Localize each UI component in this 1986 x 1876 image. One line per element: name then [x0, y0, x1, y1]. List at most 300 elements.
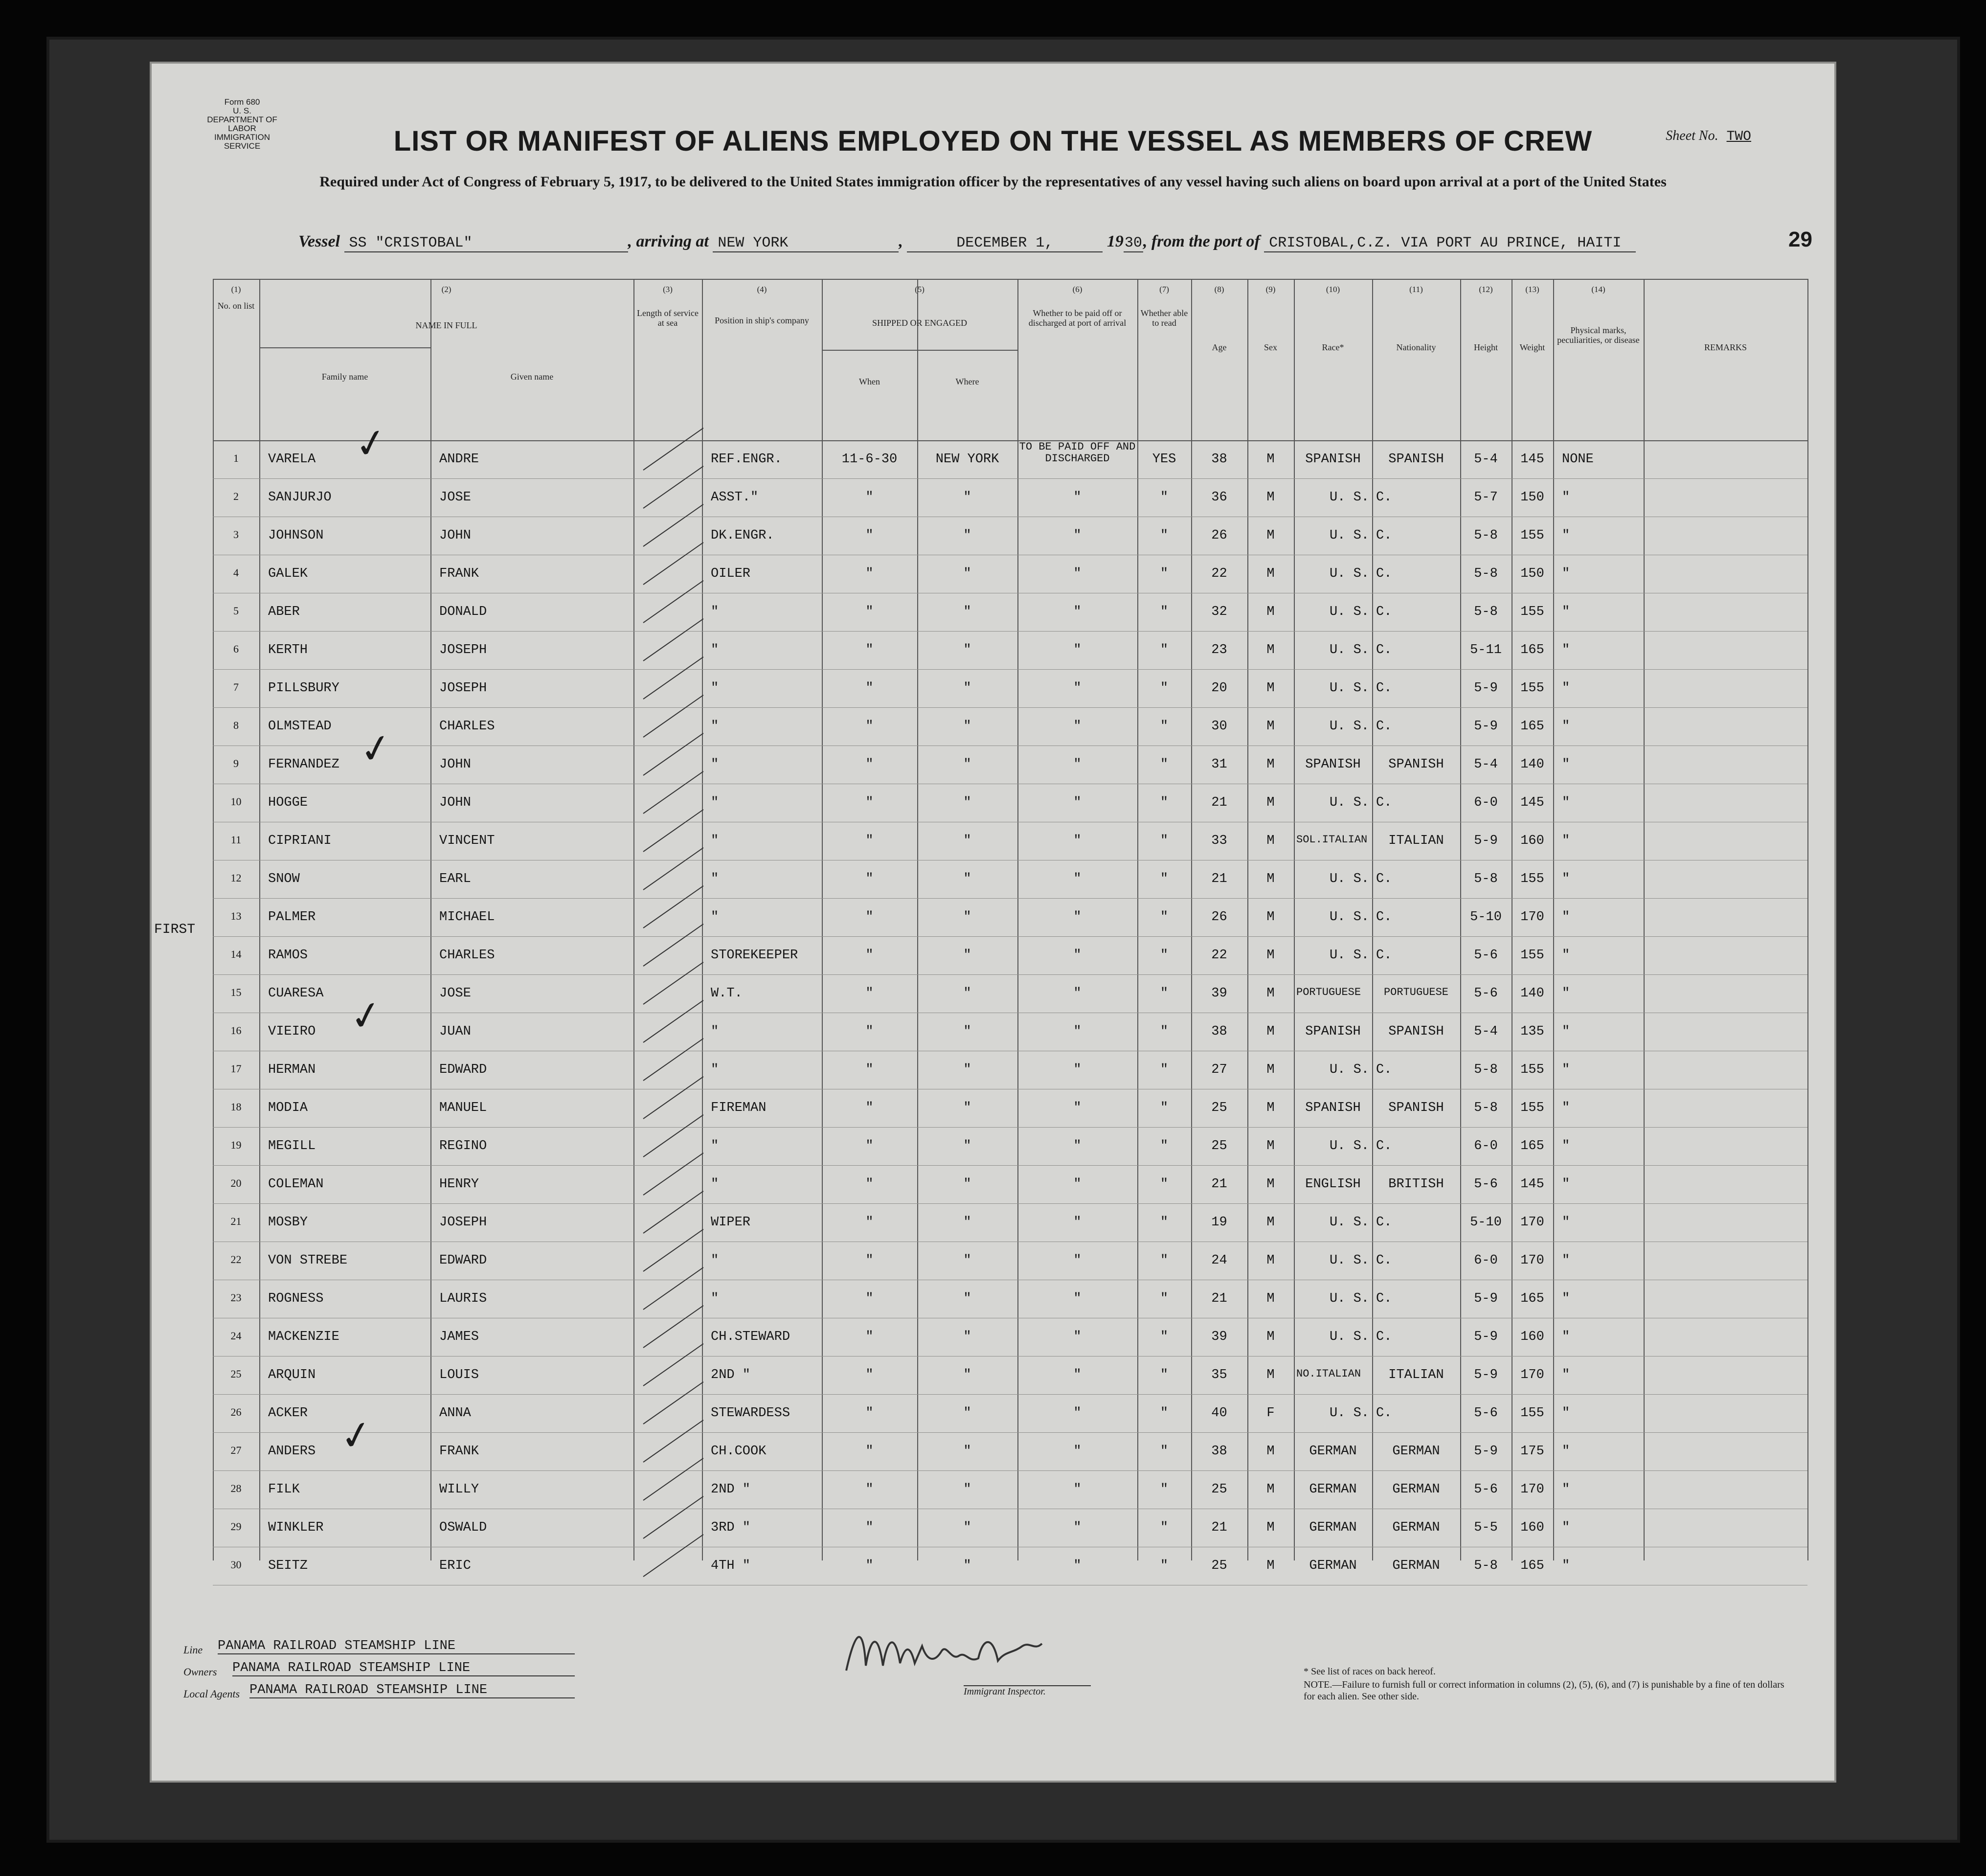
arriving-label: , arriving at [628, 232, 709, 250]
shipped-when: " [865, 1482, 874, 1497]
family-name: VON STREBE [268, 1253, 348, 1268]
shipped-where: " [963, 872, 971, 886]
shipped-when: " [865, 490, 874, 505]
age: 31 [1211, 757, 1227, 772]
nationality: C. [1376, 872, 1392, 886]
table-row [213, 898, 1807, 936]
height: 5-9 [1474, 1291, 1498, 1306]
family-name: VARELA [268, 452, 316, 467]
able-to-read: " [1160, 1482, 1169, 1497]
header-rule [213, 279, 1807, 280]
year-prefix: 19 [1106, 232, 1124, 250]
manifest-sheet [152, 64, 1834, 1781]
paid-off: " [1073, 986, 1082, 1001]
physical-marks: " [1562, 1330, 1570, 1344]
height: 5-6 [1474, 1406, 1498, 1421]
age: 20 [1211, 681, 1227, 696]
table-row [213, 1280, 1807, 1318]
nationality: PORTUGUESE [1383, 986, 1449, 998]
nationality: GERMAN [1392, 1520, 1440, 1535]
shipped-where: " [963, 1406, 971, 1421]
table-row [213, 1051, 1807, 1089]
height: 5-11 [1470, 643, 1502, 657]
sex: M [1266, 986, 1275, 1001]
weight: 155 [1520, 528, 1544, 543]
physical-marks: " [1562, 1253, 1570, 1268]
age: 36 [1211, 490, 1227, 505]
family-name: HERMAN [268, 1062, 316, 1077]
weight: 175 [1520, 1444, 1544, 1459]
sex: M [1266, 795, 1275, 810]
height: 5-8 [1474, 1062, 1498, 1077]
paid-off: " [1073, 681, 1082, 696]
age: 33 [1211, 834, 1227, 848]
race: U. S. [1329, 1139, 1369, 1153]
table-row [213, 631, 1807, 669]
form-number: Form 680 [224, 97, 260, 107]
nationality: C. [1376, 948, 1392, 963]
position: 2ND " [711, 1482, 751, 1497]
family-name: CUARESA [268, 986, 324, 1001]
physical-marks: " [1562, 910, 1570, 925]
given-name: JOSE [439, 490, 471, 505]
header-rule [822, 350, 1017, 351]
weight: 145 [1520, 1177, 1544, 1192]
weight: 165 [1520, 1291, 1544, 1306]
given-name: EARL [439, 872, 471, 886]
table-row [213, 1242, 1807, 1280]
paid-off: " [1073, 1559, 1082, 1573]
nationality: C. [1376, 1215, 1392, 1230]
age: 23 [1211, 643, 1227, 657]
nationality: C. [1376, 605, 1392, 619]
sex: M [1266, 1101, 1275, 1115]
paid-off: " [1073, 1291, 1082, 1306]
age: 21 [1211, 1177, 1227, 1192]
height: 5-5 [1474, 1520, 1498, 1535]
table-row [213, 555, 1807, 593]
shipped-where: NEW YORK [935, 452, 999, 467]
physical-marks: " [1562, 1444, 1570, 1459]
page-subtitle: Required under Act of Congress of February 5, 1917, to be delivered to the United States immigration officer by the representatives of any vessel having such aliens on board upon arrival at a port of the United States [319, 174, 1667, 190]
column-number: (10) [1326, 285, 1340, 294]
sex: M [1266, 452, 1275, 467]
shipped-when: " [865, 948, 874, 963]
position: " [711, 910, 719, 925]
given-name: FRANK [439, 1444, 479, 1459]
height: 5-8 [1474, 872, 1498, 886]
height: 5-9 [1474, 1444, 1498, 1459]
shipped-where: " [963, 719, 971, 734]
table-row [213, 1165, 1807, 1203]
nationality: C. [1376, 1253, 1392, 1268]
shipped-when: " [865, 1215, 874, 1230]
shipped-when: " [865, 757, 874, 772]
shipped-when: " [865, 566, 874, 581]
sex: M [1266, 1062, 1275, 1077]
physical-marks: " [1562, 986, 1570, 1001]
sex: M [1266, 1215, 1275, 1230]
position: " [711, 719, 719, 734]
paid-off: " [1073, 795, 1082, 810]
vessel-label: Vessel [298, 232, 340, 250]
height: 5-8 [1474, 1101, 1498, 1115]
table-row [213, 440, 1807, 478]
check-mark-icon: ✓ [351, 418, 391, 469]
race: U. S. [1329, 490, 1369, 505]
physical-marks: " [1562, 1177, 1570, 1192]
height: 5-8 [1474, 528, 1498, 543]
able-to-read: " [1160, 1406, 1169, 1421]
table-row [213, 478, 1807, 517]
physical-marks: " [1562, 490, 1570, 505]
height: 5-7 [1474, 490, 1498, 505]
paid-off: " [1073, 1139, 1082, 1153]
paid-off: " [1073, 528, 1082, 543]
column-number: (3) [663, 285, 673, 294]
physical-marks-header: Physical marks, peculiarities, or disease [1557, 325, 1640, 345]
position: " [711, 643, 719, 657]
family-name: PALMER [268, 910, 316, 925]
nationality: C. [1376, 528, 1392, 543]
age: 21 [1211, 795, 1227, 810]
nationality-header: Nationality [1396, 342, 1436, 352]
age: 22 [1211, 566, 1227, 581]
position: W.T. [711, 986, 743, 1001]
race: GERMAN [1309, 1482, 1357, 1497]
weight: 135 [1520, 1024, 1544, 1039]
owners-label: Owners [183, 1666, 217, 1678]
physical-marks: " [1562, 1559, 1570, 1573]
weight: 170 [1520, 1215, 1544, 1230]
shipped-when: " [865, 605, 874, 619]
age: 35 [1211, 1368, 1227, 1382]
position: 2ND " [711, 1368, 751, 1382]
column-number: (14) [1591, 285, 1605, 294]
physical-marks: " [1562, 834, 1570, 848]
sex: M [1266, 490, 1275, 505]
height: 5-9 [1474, 1368, 1498, 1382]
department-name: U. S. DEPARTMENT OF LABOR [207, 106, 277, 133]
able-to-read: " [1160, 681, 1169, 696]
nationality: C. [1376, 1139, 1392, 1153]
given-name: DONALD [439, 605, 487, 619]
shipped-when: " [865, 1062, 874, 1077]
height: 5-10 [1470, 1215, 1502, 1230]
race: SPANISH [1305, 1024, 1361, 1039]
race: U. S. [1329, 1062, 1369, 1077]
nationality: C. [1376, 719, 1392, 734]
race: U. S. [1329, 948, 1369, 963]
page-title: LIST OR MANIFEST OF ALIENS EMPLOYED ON THE VESSEL AS MEMBERS OF CREW [393, 125, 1593, 157]
shipped-where: " [963, 1024, 971, 1039]
given-name: EDWARD [439, 1253, 487, 1268]
header-rule [259, 347, 430, 348]
able-to-read: " [1160, 566, 1169, 581]
able-to-read: " [1160, 1177, 1169, 1192]
family-name: MOSBY [268, 1215, 308, 1230]
weight: 165 [1520, 643, 1544, 657]
paid-off: " [1073, 1444, 1082, 1459]
race: U. S. [1329, 681, 1369, 696]
row-number: 1 [233, 452, 239, 464]
shipped-where: " [963, 681, 971, 696]
paid-off: " [1073, 490, 1082, 505]
voyage-line: Vessel SS "CRISTOBAL" , arriving at NEW YORK , DECEMBER 1, 1930, from the port of CRISTOBAL,C.Z. VIA PORT AU PRINCE, HAITI [298, 232, 1815, 252]
shipped-when: " [865, 681, 874, 696]
given-name: WILLY [439, 1482, 479, 1497]
position: " [711, 1062, 719, 1077]
paid-off: " [1073, 1330, 1082, 1344]
shipped-when: " [865, 1444, 874, 1459]
row-number: 21 [230, 1215, 242, 1227]
position: 4TH " [711, 1559, 751, 1573]
table-row [213, 1470, 1807, 1509]
race: GERMAN [1309, 1520, 1357, 1535]
race: U. S. [1329, 719, 1369, 734]
given-name: LAURIS [439, 1291, 487, 1306]
column-number: (4) [757, 285, 767, 294]
physical-marks: " [1562, 1368, 1570, 1382]
sex: M [1266, 1368, 1275, 1382]
able-to-read: " [1160, 1520, 1169, 1535]
race: U. S. [1329, 528, 1369, 543]
family-name-header: Family name [321, 372, 368, 382]
row-number: 17 [230, 1062, 242, 1075]
given-name: HENRY [439, 1177, 479, 1192]
able-to-read: " [1160, 1062, 1169, 1077]
sex: M [1266, 1291, 1275, 1306]
sex: M [1266, 719, 1275, 734]
penalty-note: NOTE.—Failure to furnish full or correct information in columns (2), (5), (6), and (7) is punishable by a fine of ten dollars for each alien. See other side. [1304, 1679, 1784, 1702]
shipped-where: " [963, 1139, 971, 1153]
physical-marks: " [1562, 1291, 1570, 1306]
family-name: FERNANDEZ [268, 757, 339, 772]
agents-label: Local Agents [183, 1688, 240, 1700]
able-to-read-header: Whether able to read [1140, 308, 1188, 328]
shipped-when: " [865, 872, 874, 886]
weight: 170 [1520, 910, 1544, 925]
shipped-when: " [865, 1291, 874, 1306]
sex: M [1266, 1253, 1275, 1268]
physical-marks: " [1562, 719, 1570, 734]
position: ASST." [711, 490, 759, 505]
nationality: C. [1376, 1330, 1392, 1344]
age: 38 [1211, 1024, 1227, 1039]
column-number: (8) [1214, 285, 1224, 294]
no-on-list-header: No. on list [217, 301, 255, 311]
races-note: * See list of races on back hereof. [1304, 1666, 1436, 1677]
sex: M [1266, 643, 1275, 657]
height: 5-6 [1474, 1177, 1498, 1192]
column-number: (5) [915, 285, 925, 294]
given-name: ANNA [439, 1406, 471, 1421]
line-value: PANAMA RAILROAD STEAMSHIP LINE [218, 1639, 575, 1654]
nationality: C. [1376, 1291, 1392, 1306]
age: 25 [1211, 1482, 1227, 1497]
table-row [213, 974, 1807, 1013]
sex: M [1266, 872, 1275, 886]
row-number: 22 [230, 1253, 242, 1266]
family-name: WINKLER [268, 1520, 324, 1535]
column-number: (11) [1409, 285, 1423, 294]
sheet-label: Sheet No. [1666, 128, 1718, 143]
weight: 155 [1520, 1406, 1544, 1421]
weight: 165 [1520, 719, 1544, 734]
physical-marks: " [1562, 948, 1570, 963]
race: U. S. [1329, 1330, 1369, 1344]
age: 26 [1211, 528, 1227, 543]
table-row [213, 707, 1807, 746]
weight: 170 [1520, 1368, 1544, 1382]
sex: M [1266, 1444, 1275, 1459]
height: 5-4 [1474, 757, 1498, 772]
position: " [711, 605, 719, 619]
sex: M [1266, 681, 1275, 696]
position: " [711, 1291, 719, 1306]
paid-off: " [1073, 1520, 1082, 1535]
shipped-where: " [963, 1444, 971, 1459]
shipped-where: " [963, 1520, 971, 1535]
weight: 155 [1520, 872, 1544, 886]
sex: M [1266, 566, 1275, 581]
given-name: JOSE [439, 986, 471, 1001]
shipped-where: " [963, 948, 971, 963]
physical-marks: " [1562, 605, 1570, 619]
position-header: Position in ship's company [715, 316, 809, 325]
nationality: ITALIAN [1388, 1368, 1444, 1382]
family-name: SEITZ [268, 1559, 308, 1573]
paid-off: " [1073, 1215, 1082, 1230]
check-mark-icon: ✓ [346, 990, 386, 1041]
weight: 160 [1520, 1520, 1544, 1535]
sex: M [1266, 528, 1275, 543]
nationality: C. [1376, 910, 1392, 925]
height: 6-0 [1474, 1253, 1498, 1268]
given-name: ERIC [439, 1559, 471, 1573]
length-of-service-header: Length of service at sea [637, 308, 699, 328]
row-number: 3 [233, 528, 239, 541]
height-header: Height [1474, 342, 1498, 352]
physical-marks: " [1562, 528, 1570, 543]
nationality: BRITISH [1388, 1177, 1444, 1192]
table-row [213, 1356, 1807, 1394]
able-to-read: " [1160, 1101, 1169, 1115]
given-name: CHARLES [439, 948, 495, 963]
family-name: GALEK [268, 566, 308, 581]
nationality: ITALIAN [1388, 834, 1444, 848]
family-name: RAMOS [268, 948, 308, 963]
height: 5-4 [1474, 1024, 1498, 1039]
nationality: GERMAN [1392, 1559, 1440, 1573]
shipped-when: " [865, 795, 874, 810]
family-name: ARQUIN [268, 1368, 316, 1382]
nationality: SPANISH [1388, 1024, 1444, 1039]
shipped-where: " [963, 643, 971, 657]
shipped-where: " [963, 1101, 971, 1115]
able-to-read: " [1160, 834, 1169, 848]
table-row [213, 936, 1807, 974]
row-number: 20 [230, 1177, 242, 1189]
nationality: SPANISH [1388, 452, 1444, 467]
table-row [213, 1509, 1807, 1547]
able-to-read: " [1160, 1139, 1169, 1153]
row-number: 14 [230, 948, 242, 960]
from-label: , from the port of [1143, 232, 1260, 250]
able-to-read: " [1160, 643, 1169, 657]
remarks-header: REMARKS [1704, 342, 1747, 352]
given-name: ANDRE [439, 452, 479, 467]
crew-table [213, 279, 1807, 1573]
family-name: MACKENZIE [268, 1330, 339, 1344]
sex: M [1266, 1024, 1275, 1039]
weight: 140 [1520, 757, 1544, 772]
race: U. S. [1329, 1406, 1369, 1421]
row-number: 26 [230, 1406, 242, 1418]
weight: 145 [1520, 795, 1544, 810]
paid-off: " [1073, 1406, 1082, 1421]
age: 21 [1211, 1291, 1227, 1306]
position: " [711, 681, 719, 696]
able-to-read: " [1160, 986, 1169, 1001]
table-row [213, 822, 1807, 860]
shipped-where: " [963, 1253, 971, 1268]
paid-off: " [1073, 872, 1082, 886]
given-name: FRANK [439, 566, 479, 581]
age: 21 [1211, 1520, 1227, 1535]
position: REF.ENGR. [711, 452, 782, 467]
physical-marks: " [1562, 795, 1570, 810]
sex: M [1266, 948, 1275, 963]
race: NO.ITALIAN [1296, 1368, 1361, 1380]
row-number: 7 [233, 681, 239, 693]
row-number: 30 [230, 1559, 242, 1571]
shipped-where: " [963, 1291, 971, 1306]
able-to-read: " [1160, 1024, 1169, 1039]
nationality: C. [1376, 566, 1392, 581]
position: " [711, 757, 719, 772]
year-suffix: 30 [1124, 235, 1142, 251]
weight: 150 [1520, 490, 1544, 505]
able-to-read: " [1160, 605, 1169, 619]
height: 5-10 [1470, 910, 1502, 925]
height: 5-6 [1474, 986, 1498, 1001]
nationality: GERMAN [1392, 1444, 1440, 1459]
paid-off: " [1073, 910, 1082, 925]
able-to-read: " [1160, 719, 1169, 734]
nationality: SPANISH [1388, 1101, 1444, 1115]
physical-marks: " [1562, 1406, 1570, 1421]
row-number: 25 [230, 1368, 242, 1380]
age: 27 [1211, 1062, 1227, 1077]
race: SOL.ITALIAN [1296, 834, 1368, 846]
sex: F [1266, 1406, 1275, 1421]
table-row [213, 1203, 1807, 1242]
shipped-when: " [865, 986, 874, 1001]
nationality: SPANISH [1388, 757, 1444, 772]
family-name: JOHNSON [268, 528, 324, 543]
family-name: ROGNESS [268, 1291, 324, 1306]
shipped-when: " [865, 1139, 874, 1153]
shipped-when: " [865, 1177, 874, 1192]
given-name: JOHN [439, 757, 471, 772]
age: 32 [1211, 605, 1227, 619]
given-name: LOUIS [439, 1368, 479, 1382]
race: SPANISH [1305, 757, 1361, 772]
shipped-when: " [865, 643, 874, 657]
when-header: When [859, 377, 880, 386]
physical-marks: NONE [1562, 452, 1594, 467]
